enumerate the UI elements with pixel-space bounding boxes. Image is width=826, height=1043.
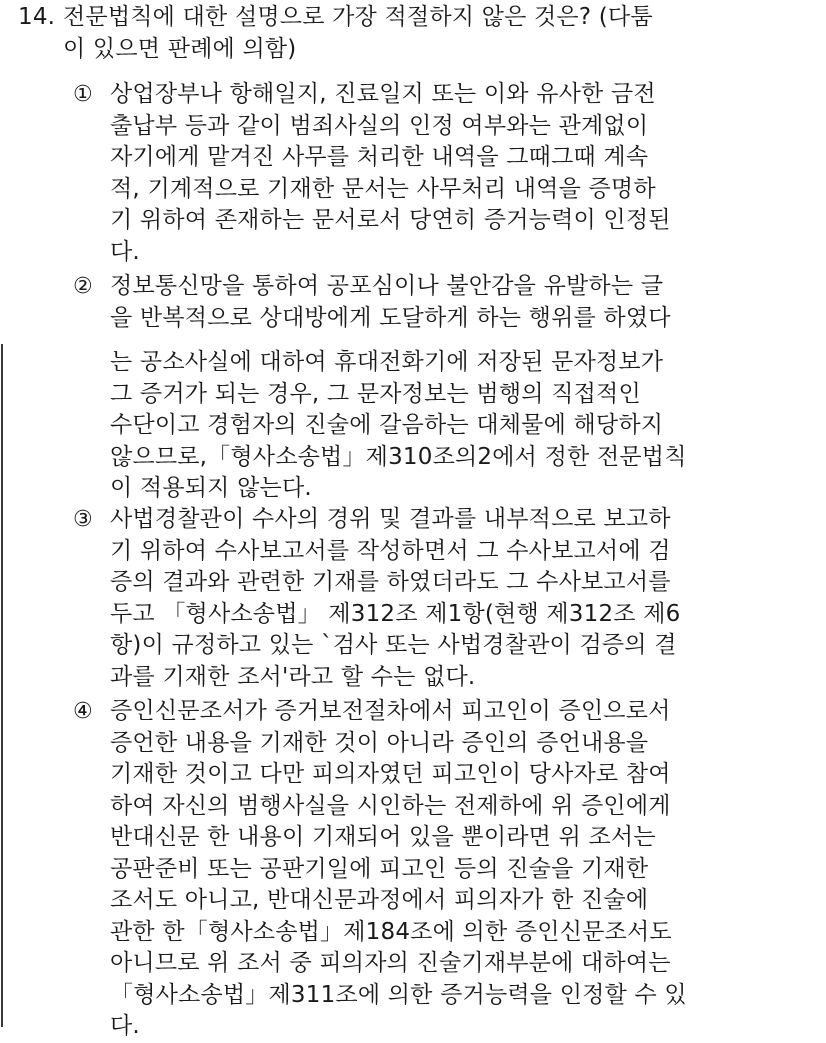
option-line: 기 위하여 수사보고서를 작성하면서 그 수사보고서에 검 <box>110 537 671 564</box>
option-marker-2: ② <box>73 274 93 299</box>
option-line: 않으므로,「형사소송법」제310조의2에서 정한 전문법칙 <box>110 443 687 470</box>
question-text <box>63 2 808 65</box>
page-margin-rule <box>1 344 3 1027</box>
option-line: 기재한 것이고 다만 피의자였던 피고인이 당사자로 참여 <box>110 761 671 787</box>
option-text-4 <box>110 696 773 1043</box>
option-text-2 <box>110 271 773 505</box>
option-line: 증의 결과와 관련한 기재를 하였더라도 그 수사보고서를 <box>110 569 671 595</box>
option-line: 사법경찰관이 수사의 경위 및 결과를 내부적으로 보고하 <box>110 506 671 532</box>
option-marker-4: ④ <box>73 699 93 724</box>
option-line: 을 반복적으로 상대방에게 도달하게 하는 행위를 하였다 <box>110 304 671 331</box>
answer-option-2[interactable] <box>73 271 773 505</box>
answer-option-1[interactable] <box>73 79 773 268</box>
option-line: 는 공소사실에 대하여 휴대전화기에 저장된 문자정보가 <box>110 349 664 375</box>
option-line: 그 증거가 되는 경우, 그 문자정보는 범행의 직접적인 <box>110 380 641 407</box>
option-line: 기 위하여 존재하는 문서로서 당연히 증거능력이 인정된 <box>110 207 671 233</box>
option-line: 출납부 등과 같이 범죄사실의 인정 여부와는 관계없이 <box>110 112 649 139</box>
question-number: 14. <box>18 4 56 30</box>
option-line: 이 적용되지 않는다. <box>110 475 312 501</box>
question-stem <box>18 2 808 65</box>
option-line: 공판준비 또는 공판기일에 피고인 등의 진술을 기재한 <box>110 855 649 882</box>
option-marker-1: ① <box>73 82 93 107</box>
page-break-gap <box>110 334 773 347</box>
option-line: 정보통신망을 통하여 공포심이나 불안감을 유발하는 글 <box>110 273 664 299</box>
question-text-line: 이 있으면 판례에 의함) <box>63 35 297 62</box>
answer-option-3[interactable] <box>73 504 773 693</box>
option-line: 상업장부나 항해일지, 진료일지 또는 이와 유사한 금전 <box>110 81 656 107</box>
option-line: 반대신문 한 내용이 기재되어 있을 뿐이라면 위 조서는 <box>110 824 656 850</box>
option-line: 수단이고 경험자의 진술에 갈음하는 대체물에 해당하지 <box>110 412 664 438</box>
option-line: 다. <box>110 1013 140 1039</box>
option-line: 관한 한「형사소송법」제184조에 의한 증인신문조서도 <box>110 918 672 945</box>
question-text-line: 전문법칙에 대한 설명으로 가장 적절하지 않은 것은? (다툼 <box>63 4 653 30</box>
option-line: 하여 자신의 범행사실을 시인하는 전제하에 위 증인에게 <box>110 792 671 819</box>
option-text-3 <box>110 504 773 693</box>
option-line: 다. <box>110 238 140 265</box>
option-line: 증언한 내용을 기재한 것이 아니라 증인의 증언내용을 <box>110 729 649 756</box>
answer-option-4[interactable] <box>73 696 773 1043</box>
option-text-1 <box>110 79 773 268</box>
option-line: 아니므로 위 조서 중 피의자의 진술기재부분에 대하여는 <box>110 950 671 976</box>
option-line: 항)이 규정하고 있는 `검사 또는 사법경찰관이 검증의 결 <box>110 632 677 658</box>
option-line: 자기에게 맡겨진 사무를 처리한 내역을 그때그때 계속 <box>110 144 649 170</box>
option-line: 두고 「형사소송법」 제312조 제1항(현행 제312조 제6 <box>110 600 681 627</box>
option-line: 증인신문조서가 증거보전절차에서 피고인이 증인으로서 <box>110 698 671 724</box>
option-line: 적, 기계적으로 기재한 문서는 사무처리 내역을 증명하 <box>110 175 656 202</box>
option-line: 과를 기재한 조서'라고 할 수는 없다. <box>110 663 476 690</box>
option-line: 조서도 아니고, 반대신문과정에서 피의자가 한 진술에 <box>110 887 649 913</box>
option-line: 「형사소송법」제311조에 의한 증거능력을 인정할 수 있 <box>110 981 687 1008</box>
option-marker-3: ③ <box>73 507 93 532</box>
